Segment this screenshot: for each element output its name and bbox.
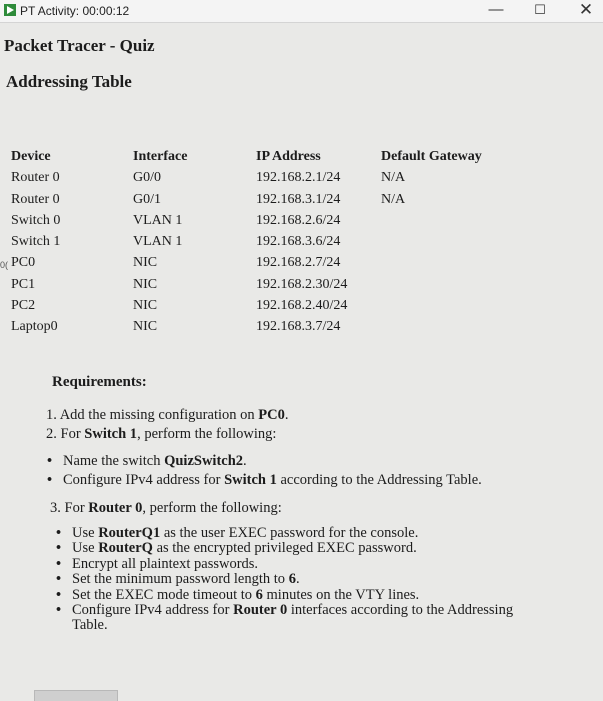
window-titlebar [0, 0, 603, 23]
table-cell: 192.168.3.1/24 [256, 191, 341, 207]
requirements-list [46, 406, 288, 444]
header-ip: IP Address [256, 149, 321, 164]
table-cell: Laptop0 [11, 319, 58, 335]
table-col-interface [133, 146, 187, 338]
list-item: • Set the minimum password length to 6. [56, 571, 300, 588]
table-cell: G0/1 [133, 191, 161, 207]
list-item: • Use RouterQ1 as the user EXEC password for the console. [56, 525, 419, 541]
list-item: • Encrypt all plaintext passwords. [56, 555, 259, 572]
minimize-button[interactable]: — [488, 1, 504, 18]
table-cell: 192.168.2.30/24 [256, 276, 348, 292]
requirement-item: 3. For Router 0, perform the following: [50, 500, 282, 516]
list-item: • Configure IPv4 address for Switch 1 according to the Addressing Table. [47, 472, 482, 488]
table-col-ip [256, 146, 347, 338]
table-cell: G0/0 [133, 170, 161, 186]
list-item: • Configure IPv4 address for Router 0 interfaces according to the Addressing [56, 602, 514, 619]
table-cell: 192.168.3.7/24 [256, 319, 341, 335]
header-device: Device [11, 149, 51, 164]
list-item: • Set the EXEC mode timeout to 6 minutes on the VTY lines. [56, 586, 420, 603]
bullet-icon: • [56, 571, 62, 588]
bullet-icon: • [56, 525, 62, 541]
bullet-icon: • [47, 453, 53, 469]
bottom-tab [34, 690, 118, 701]
table-cell: 192.168.2.1/24 [256, 170, 341, 186]
table-col-device [11, 146, 60, 338]
section-title: Addressing Table [6, 72, 132, 91]
table-cell: N/A [381, 170, 406, 186]
table-cell: VLAN 1 [133, 212, 183, 228]
table-cell: N/A [381, 191, 406, 207]
list-item-continuation: Table. [72, 617, 108, 634]
table-cell: NIC [133, 276, 158, 292]
table-cell: 192.168.2.6/24 [256, 212, 341, 228]
table-cell: Router 0 [11, 170, 60, 186]
header-gateway: Default Gateway [381, 149, 482, 164]
quiz-title: Packet Tracer - Quiz [4, 36, 155, 55]
switch-task-list [47, 452, 482, 490]
table-cell: Switch 1 [11, 234, 61, 250]
table-cell: NIC [133, 319, 158, 335]
bullet-icon: • [56, 586, 62, 603]
table-cell: Switch 0 [11, 212, 61, 228]
bullet-icon: • [56, 540, 62, 557]
side-mark: 0( [0, 260, 9, 270]
table-cell: NIC [133, 255, 158, 271]
list-item: • Use RouterQ as the encrypted privileged EXEC password. [56, 540, 417, 557]
window-title: PT Activity: 00:00:12 [20, 4, 130, 18]
maximize-button[interactable]: ☐ [534, 2, 546, 17]
table-cell: PC0 [11, 255, 36, 271]
table-cell: PC2 [11, 298, 36, 314]
packet-tracer-icon [3, 3, 17, 17]
bullet-icon: • [56, 602, 62, 619]
list-item: • Name the switch QuizSwitch2. [47, 453, 247, 469]
table-cell: PC1 [11, 276, 36, 292]
table-cell: VLAN 1 [133, 234, 183, 250]
router-task-list [56, 526, 513, 634]
header-interface: Interface [133, 149, 188, 164]
close-button[interactable]: ✕ [578, 0, 594, 19]
requirement-item: 1. Add the missing configuration on PC0. [46, 407, 289, 423]
table-cell: 192.168.2.40/24 [256, 298, 348, 314]
table-cell: Router 0 [11, 191, 60, 207]
table-cell: 192.168.3.6/24 [256, 234, 341, 250]
requirements-title: Requirements: [52, 374, 147, 390]
table-cell: 192.168.2.7/24 [256, 255, 341, 271]
bullet-icon: • [47, 472, 53, 488]
table-col-gateway [381, 146, 482, 210]
requirement-item: 2. For Switch 1, perform the following: [46, 426, 277, 442]
table-cell: NIC [133, 298, 158, 314]
quiz-content [0, 22, 603, 700]
bullet-icon: • [56, 555, 62, 572]
